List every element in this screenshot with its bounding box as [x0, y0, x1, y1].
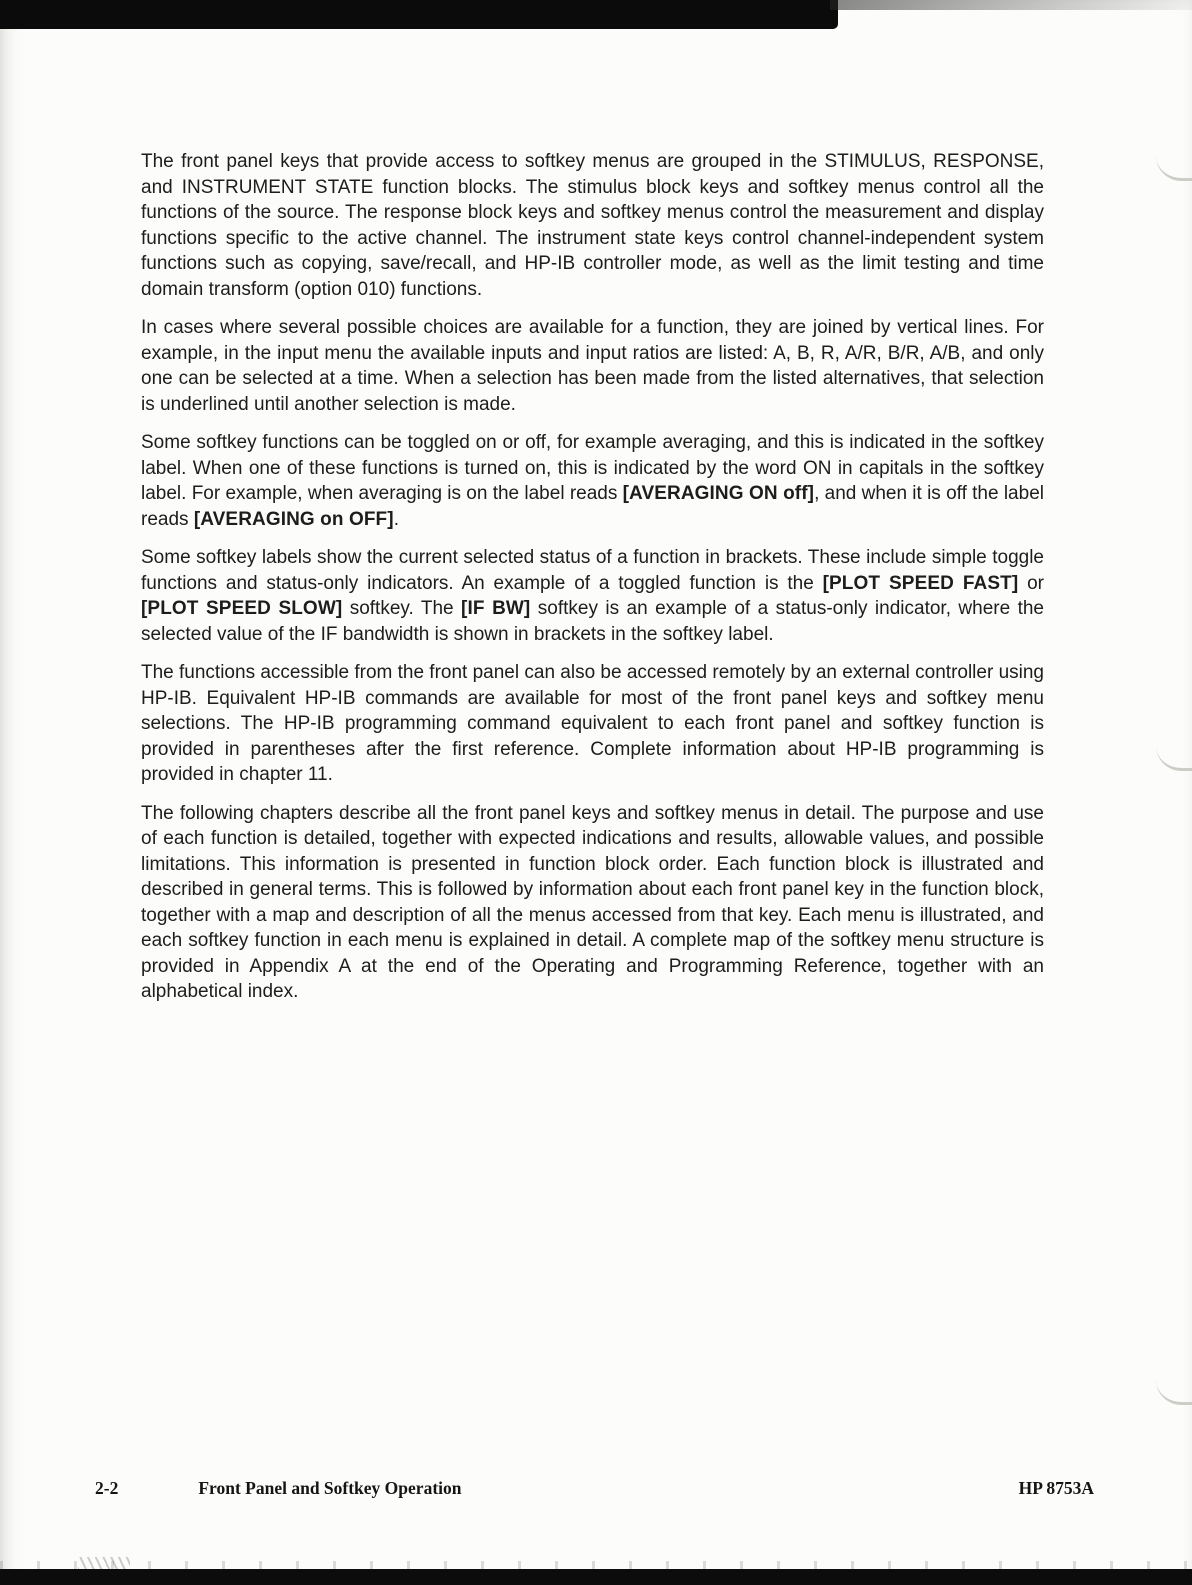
- footer-page-number: 2-2: [95, 1478, 119, 1498]
- paragraph: In cases where several possible choices are available for a function, they are joined by vertical lines. For example, in the input menu the available inputs and input ratios are listed: A, B, R, A/R, B/R, A/B, and only one can be selected at a time. When a selection has been made from the listed alternatives, that selection is underlined until another selection is made.: [141, 317, 1044, 415]
- page-footer: [95, 1478, 1094, 1499]
- page-curl-artifact: [1156, 746, 1192, 771]
- paragraph: The following chapters describe all the front panel keys and softkey menus in detail. The purpose and use of each function is detailed, together with expected indications and results, allowable values, and possible limitations. This information is presented in function block order. Each function block is illustrated and described in general terms. This is followed by information about each front panel key in the function block, together with a map and description of all the menus accessed from that key. Each menu is illustrated, and each softkey function in each menu is explained in detail. A complete map of the softkey menu structure is provided in Appendix A at the end of the Operating and Programming Reference, together with an alphabetical index.: [141, 802, 1044, 1002]
- paragraph: The front panel keys that provide access to softkey menus are grouped in the STIMULUS, RESPONSE, and INSTRUMENT STATE function blocks. The stimulus block keys and softkey menus control all the functions of the source. The response block keys and softkey menus control the measurement and display functions specific to the active channel. The instrument state keys control channel-independent system functions such as copying, save/recall, and HP-IB controller mode, as well as the limit testing and time domain transform (option 010) functions.: [141, 151, 1044, 300]
- paragraph: Some softkey labels show the current selected status of a function in brackets. These include simple toggle functions and status-only indicators. An example of a toggled function is the [PLOT SPEED FAST] or [PLOT SPEED SLOW] softkey. The [IF BW] softkey is an example of a status-only indicator, where the selected value of the IF bandwidth is shown in brackets in the softkey label.: [141, 547, 1044, 645]
- paragraph: The functions accessible from the front panel can also be accessed remotely by an external controller using HP-IB. Equivalent HP-IB commands are available for most of the front panel keys and softkey menu selections. The HP-IB programming command equivalent to each front panel and softkey function is provided in parentheses after the first reference. Complete information about HP-IB programming is provided in chapter 11.: [141, 662, 1044, 785]
- page-curl-artifact: [1156, 1380, 1192, 1405]
- scan-edge-top: [0, 0, 838, 29]
- scan-edge-bottom-noise: [0, 1561, 1192, 1569]
- footer-section-title: Front Panel and Softkey Operation: [198, 1478, 462, 1498]
- scan-edge-bottom: [0, 1569, 1192, 1585]
- page-curl-artifact: [1156, 156, 1192, 181]
- document-body: [141, 149, 1044, 1018]
- scan-edge-top-fade: [830, 0, 1192, 10]
- footer-doc-title: HP 8753A: [1018, 1478, 1094, 1498]
- paragraph: Some softkey functions can be toggled on or off, for example averaging, and this is indicated in the softkey label. When one of these functions is turned on, this is indicated by the word ON in capitals in the softkey label. For example, when averaging is on the label reads [AVERAGING ON off], and when it is off the label reads [AVERAGING on OFF].: [141, 432, 1044, 530]
